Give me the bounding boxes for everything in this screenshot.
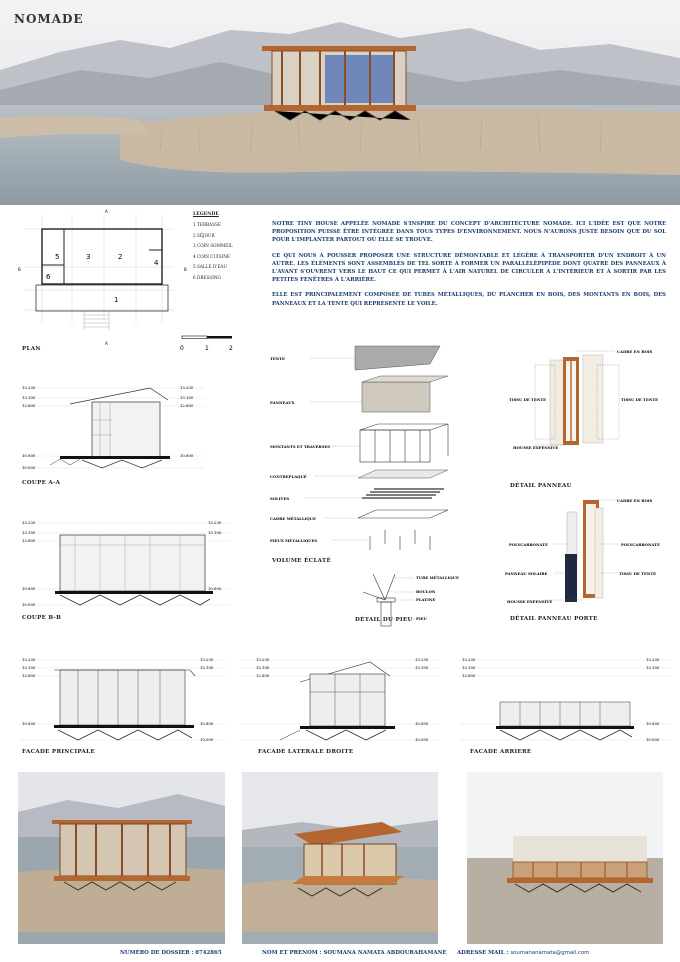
level-mark: 13.230 <box>180 385 194 390</box>
panneau-part: HOUSSE EXPENSIVE <box>513 445 559 450</box>
room-number: 1 <box>114 296 119 304</box>
project-title: NOMADE <box>14 12 84 26</box>
description-paragraph: NOTRE TINY HOUSE APPELÉE NOMADE S'INSPIRE DU CONCEPT D'ARCHITECTURE NOMADE. ICI L'IDÉE EST QUE NOTRE PROPOSITION PUISSE ÊTRE INTÉGRÉE DANS TOUS TYPES D'ENVIRONNEMENT. NOUS N'AURONS JUSTE BESOIN QUE DU SOL POUR L'IMPLANTER PARTOUT OÙ ELLE SE TROUVE. <box>272 221 666 244</box>
layer-label: MONTANTS ET TRAVERSES <box>270 444 330 449</box>
render-back <box>467 772 663 944</box>
level-mark: 12.800 <box>22 673 36 678</box>
facade-label: FACADE ARRIERE <box>470 749 532 755</box>
level-mark: 10.800 <box>22 586 36 591</box>
porte-part: HOUSSE EXPENSIVE <box>507 599 553 604</box>
porte-part: PANNEAU SOLAIRE <box>505 571 548 576</box>
level-mark: 13.230 <box>22 657 36 662</box>
legend-item: 4 COIN CUISINE <box>193 253 230 259</box>
facade-label: FACADE PRINCIPALE <box>22 749 95 755</box>
footer-mail <box>457 950 589 956</box>
level-mark: 10.000 <box>200 737 214 742</box>
level-mark: 10.800 <box>415 721 429 726</box>
hero-landscape <box>0 0 680 205</box>
panneau-label: DÉTAIL PANNEAU <box>510 483 572 489</box>
layer-label: PANNEAUX <box>270 400 295 405</box>
level-mark: 13.100 <box>22 395 36 400</box>
plan-label: PLAN <box>22 346 41 352</box>
section-mark: B <box>18 267 21 272</box>
level-mark: 10.800 <box>22 721 36 726</box>
room-number: 5 <box>55 253 60 261</box>
level-mark: 13.230 <box>22 385 36 390</box>
level-mark: 10.800 <box>180 453 194 458</box>
legend-item: 6 DRESSING <box>193 274 221 280</box>
room-number: 4 <box>154 259 159 267</box>
footer-dossier: NUMÉRO DE DOSSIER : 8742865 <box>120 950 222 956</box>
section-mark: A <box>105 341 108 346</box>
facade-arriere-drawing <box>460 652 670 747</box>
footer-mail-label: ADRESSE MAIL : <box>457 950 511 956</box>
level-mark: 13.100 <box>200 665 214 670</box>
level-mark: 13.100 <box>208 530 222 535</box>
room-number: 3 <box>86 253 91 261</box>
panneau-porte-detail <box>505 494 670 609</box>
panneau-porte-label: DÉTAIL PANNEAU PORTE <box>510 616 598 622</box>
footer-nom: NOM ET PRENOM : SOUMANA NAMATA ABDOURAHAMANE <box>262 950 447 956</box>
exploded-label: VOLUME ÉCLATÉ <box>272 558 332 564</box>
layer-label: SOLIVES <box>270 496 290 501</box>
pieu-detail <box>355 572 465 632</box>
description-paragraph: ELLE EST PRINCIPALEMENT COMPOSÉE DE TUBES MÉTALLIQUES, DU PLANCHER EN BOIS, DES MONTANTS EN BOIS, DES PANNEAUX ET LA TENTE QUI REPRÉSENTE LE VOILE. <box>272 292 666 307</box>
render-side <box>242 772 438 944</box>
description <box>272 220 666 308</box>
floor-plan <box>14 205 194 355</box>
panneau-part: TISSU DE TENTE <box>621 397 659 402</box>
layer-label: PIEUX MÉTALLIQUES <box>270 538 318 543</box>
pieu-part: PLATINE <box>416 597 436 602</box>
pieu-label: DÉTAIL DU PIEU <box>355 617 413 623</box>
level-mark: 13.230 <box>200 657 214 662</box>
level-mark: 10.000 <box>22 602 36 607</box>
level-mark: 12.800 <box>22 403 36 408</box>
coupe-aa-drawing <box>20 380 205 475</box>
level-mark: 10.800 <box>646 721 660 726</box>
scale-bar <box>178 334 238 354</box>
level-mark: 13.100 <box>256 665 270 670</box>
scale-tick: 2 <box>229 345 233 352</box>
section-mark: A <box>105 209 108 214</box>
panneau-detail <box>505 345 670 455</box>
level-mark: 13.100 <box>22 530 36 535</box>
layer-label: CONTREPLAQUÉ <box>270 474 307 479</box>
level-mark: 13.100 <box>462 665 476 670</box>
level-mark: 13.100 <box>22 665 36 670</box>
pieu-part: BOULON <box>416 589 436 594</box>
level-mark: 13.100 <box>646 665 660 670</box>
layer-label: TENTE <box>270 356 285 361</box>
porte-part: POLYCARBONATE <box>621 542 660 547</box>
panneau-part: TISSU DE TENTE <box>509 397 547 402</box>
room-number: 2 <box>118 253 123 261</box>
pieu-part: TUBE MÉTALLIQUE <box>416 575 459 580</box>
level-mark: 13.230 <box>415 657 429 662</box>
facade-principale-drawing <box>20 652 225 747</box>
legend-item: 3 COIN SOMMEIL <box>193 243 233 248</box>
level-mark: 10.000 <box>646 737 660 742</box>
level-mark: 13.230 <box>256 657 270 662</box>
hero-render <box>0 0 680 205</box>
description-paragraph: CE QUI NOUS A POUSSER PROPOSER UNE STRUCTURE DÉMONTABLE ET LÉGÈRE À TRANSPORTER D'UN ENDROIT À UN AUTRE. LES ÉLÉMENTS SONT ASSEMBLÉS DE TEL SORTE À FORMER UN PARALLÉLÉPIPÈDE DONT QUATRE DES PANNEAUX À L'AVANT S'OUVRENT VERS LE HAUT CE QUI PERMET À L'AIR NATUREL DE CIRCULER À L'INTÉRIEUR ET À SORTIR PAR LES PETITES FENÊTRES À L'ARRIÈRE. <box>272 252 666 284</box>
level-mark: 12.800 <box>22 538 36 543</box>
panneau-part: CADRE EN BOIS <box>617 349 653 354</box>
exploded-volume <box>270 340 470 560</box>
legend-item: 2 SÉJOUR <box>193 232 215 238</box>
facade-label: FACADE LATERALE DROITE <box>258 749 354 755</box>
level-mark: 10.800 <box>200 721 214 726</box>
level-mark: 13.230 <box>208 520 222 525</box>
room-number: 6 <box>46 273 51 281</box>
legend-item: 1 TERRASSE <box>193 222 221 227</box>
level-mark: 12.800 <box>462 673 476 678</box>
level-mark: 13.100 <box>415 665 429 670</box>
level-mark: 13.100 <box>180 395 194 400</box>
level-mark: 10.000 <box>415 737 429 742</box>
level-mark: 12.800 <box>180 403 194 408</box>
porte-part: CADRE EN BOIS <box>617 498 653 503</box>
footer-mail-value[interactable]: soumananamata@gmail.com <box>510 950 590 956</box>
level-mark: 13.230 <box>462 657 476 662</box>
level-mark: 13.230 <box>22 520 36 525</box>
coupe-aa-label: COUPE A-A <box>22 480 61 486</box>
level-mark: 10.800 <box>22 453 36 458</box>
render-front <box>18 772 225 944</box>
scale-tick: 0 <box>180 345 184 352</box>
coupe-bb-label: COUPE B-B <box>22 615 62 621</box>
legend <box>193 212 263 283</box>
legend-title: LÉGENDE <box>193 212 219 217</box>
legend-item: 5 SALLE D'EAU <box>193 264 227 269</box>
level-mark: 10.800 <box>208 586 222 591</box>
pieu-part: PIEU <box>416 616 427 621</box>
coupe-bb-drawing <box>20 515 230 610</box>
facade-laterale-drawing <box>240 652 440 747</box>
level-mark: 10.000 <box>22 465 36 470</box>
hero-house <box>262 46 416 120</box>
porte-part: POLYCARBONATE <box>509 542 548 547</box>
level-mark: 13.230 <box>646 657 660 662</box>
porte-part: TISSU DE TENTE <box>619 571 657 576</box>
layer-label: CADRE MÉTALLIQUE <box>270 516 316 521</box>
level-mark: 12.800 <box>256 673 270 678</box>
section-mark: B <box>184 267 187 272</box>
scale-tick: 1 <box>205 345 209 352</box>
